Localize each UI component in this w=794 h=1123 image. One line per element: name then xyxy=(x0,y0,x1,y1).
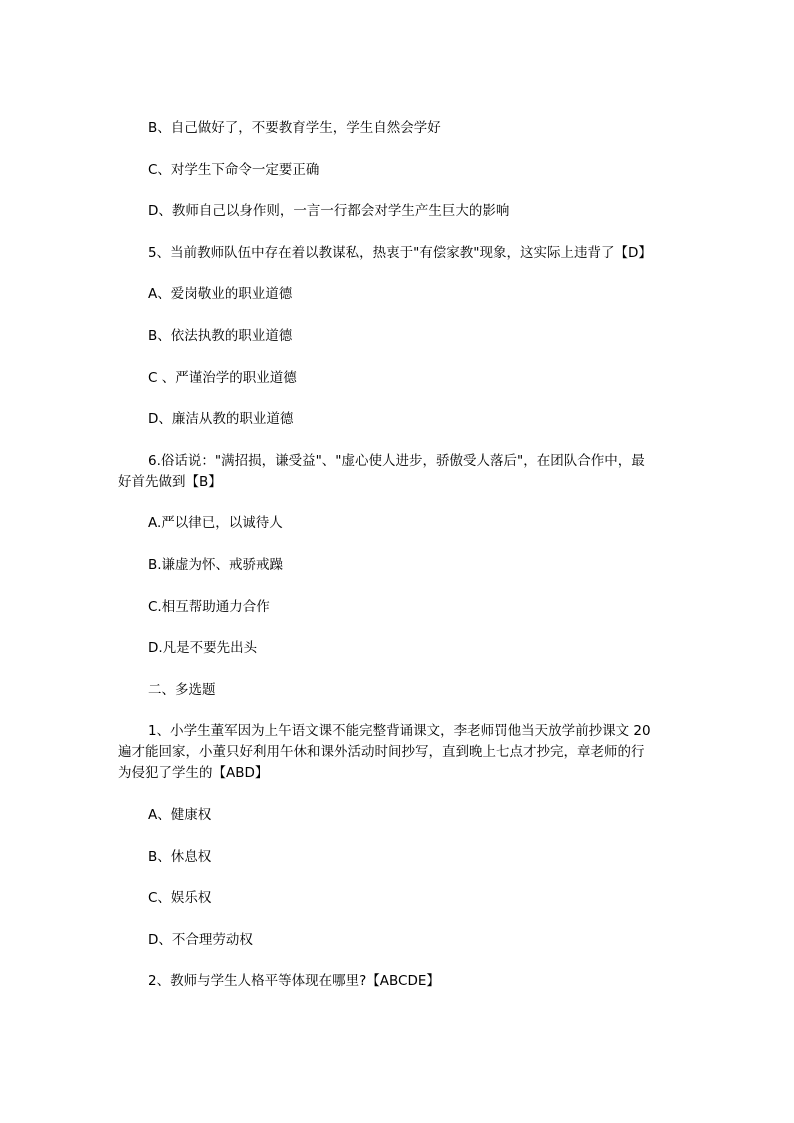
q5-option-d xyxy=(118,409,670,430)
text-line: 5、当前教师队伍中存在着以教谋私，热衷于"有偿家教"现象，这实际上违背了【D】 xyxy=(148,244,652,261)
text-line: 好首先做到【B】 xyxy=(118,473,222,490)
text-line: 为侵犯了学生的【ABD】 xyxy=(118,765,269,782)
q5-option-c xyxy=(118,368,670,389)
text-line: 6.俗话说："满招损，谦受益"、"虚心使人进步，骄傲受人落后"，在团队合作中，最 xyxy=(148,452,645,469)
text-line: 二、多选题 xyxy=(148,681,216,698)
section-heading-multiple-choice xyxy=(118,680,670,701)
text-line: B、依法执教的职业道德 xyxy=(148,327,293,344)
text-line: 1、小学生董军因为上午语文课不能完整背诵课文，李老师罚他当天放学前抄课文 20 xyxy=(148,723,651,740)
q6-option-a xyxy=(118,513,670,534)
mq1-option-b xyxy=(118,847,670,868)
mq1-option-c xyxy=(118,888,670,909)
text-line: B.谦虚为怀、戒骄戒躁 xyxy=(148,556,284,573)
text-line: D、廉洁从教的职业道德 xyxy=(148,411,294,428)
text-line: 遍才能回家，小董只好利用午休和课外活动时间抄写，直到晚上七点才抄完，章老师的行 xyxy=(118,744,645,761)
text-line: D、不合理劳动权 xyxy=(148,931,253,948)
q6-option-c xyxy=(118,597,670,618)
q6-option-b xyxy=(118,555,670,576)
text-line: C、对学生下命令一定要正确 xyxy=(148,161,320,178)
q6-option-d xyxy=(118,638,670,659)
text-line: 2、教师与学生人格平等体现在哪里?【ABCDE】 xyxy=(148,973,440,990)
text-line: A、爱岗敬业的职业道德 xyxy=(148,286,293,303)
text-line: D.凡是不要先出头 xyxy=(148,640,258,657)
mq1-option-a xyxy=(118,805,670,826)
mq1-option-d xyxy=(118,930,670,951)
option-b-teacher-example xyxy=(118,118,670,139)
text-line: C 、严谨治学的职业道德 xyxy=(148,369,297,386)
document-page xyxy=(118,118,670,1013)
text-line: C、娱乐权 xyxy=(148,890,212,907)
text-line: B、自己做好了，不要教育学生，学生自然会学好 xyxy=(148,120,441,136)
q5-option-b xyxy=(118,326,670,347)
text-line: C.相互帮助通力合作 xyxy=(148,598,270,615)
multi-question-1 xyxy=(118,721,670,784)
option-d-role-model xyxy=(118,201,670,222)
multi-question-2 xyxy=(118,971,670,992)
text-line: B、休息权 xyxy=(148,848,212,865)
text-line: D、教师自己以身作则，一言一行都会对学生产生巨大的影响 xyxy=(148,203,510,220)
text-line: A、健康权 xyxy=(148,806,212,823)
question-5 xyxy=(118,243,670,264)
q5-option-a xyxy=(118,284,670,305)
question-6 xyxy=(118,451,670,493)
text-line: A.严以律已，以诚待人 xyxy=(148,515,283,532)
option-c-command xyxy=(118,160,670,181)
